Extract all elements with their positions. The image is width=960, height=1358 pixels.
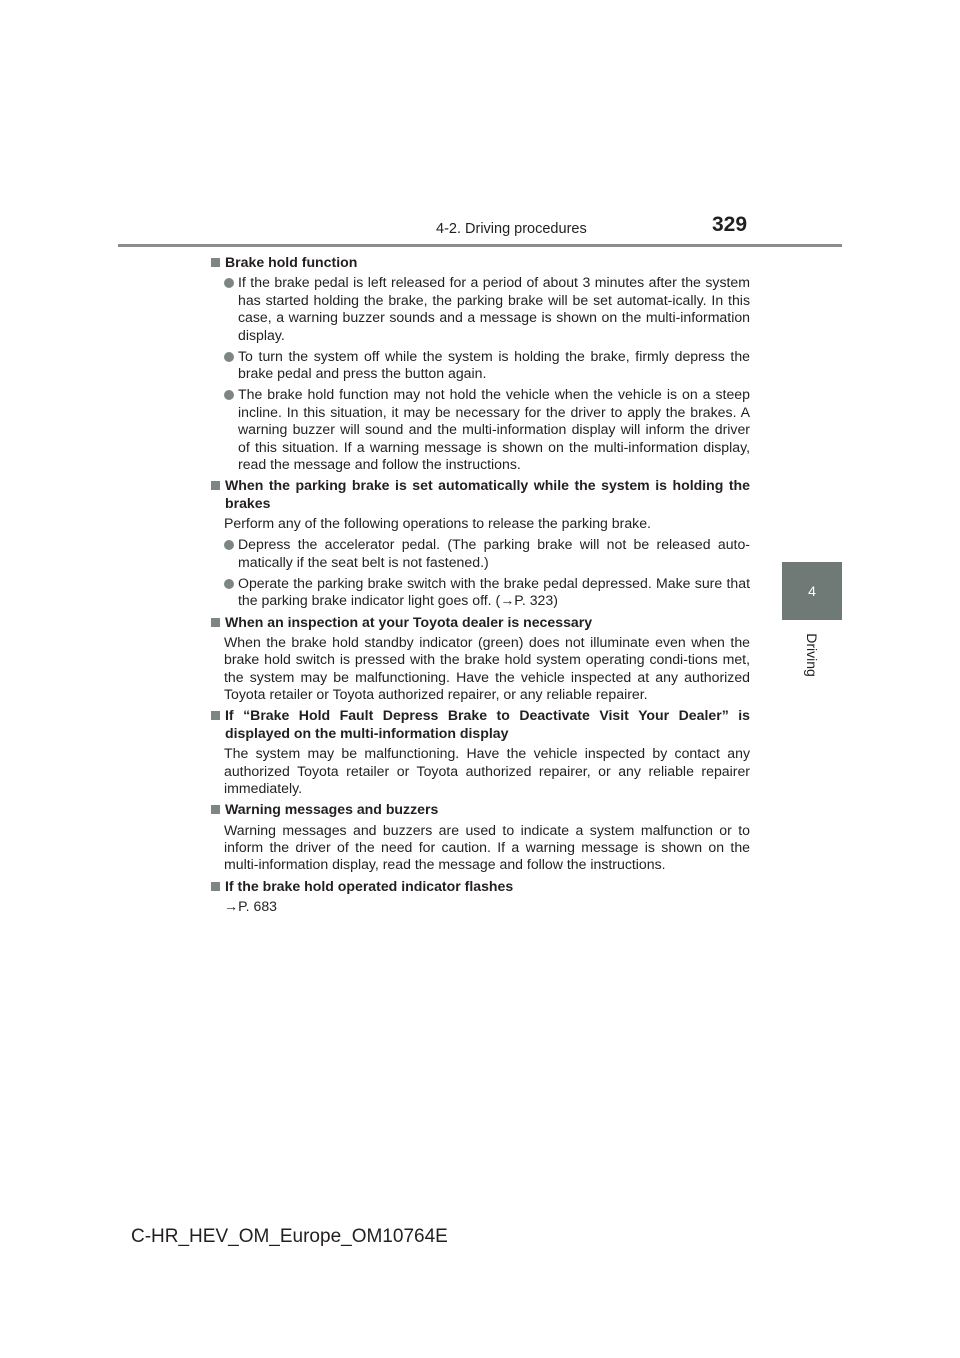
square-bullet-icon (211, 805, 220, 814)
square-bullet-icon (211, 618, 220, 627)
square-bullet-icon (211, 258, 220, 267)
list-item (210, 536, 750, 571)
chapter-label (782, 625, 842, 685)
square-bullet-icon (211, 711, 220, 720)
section-paragraph: Warning messages and buzzers are used to indicate a system malfunction or to inform the driver of the need for caution. If a warning message is shown on the multi-information display, read the message and follow the instructions. (224, 821, 750, 873)
section-heading (210, 254, 750, 271)
round-bullet-icon (224, 579, 234, 589)
heading-text: When the parking brake is set automatically while the system is holding the brakes (225, 477, 750, 511)
section-heading (210, 614, 750, 631)
heading-text: When an inspection at your Toyota dealer is necessary (225, 613, 593, 630)
round-bullet-icon (224, 390, 234, 400)
list-item (210, 386, 750, 473)
round-bullet-icon (224, 278, 234, 288)
list-item-text: Operate the parking brake switch with the brake pedal depressed. Make sure that the parking brake indicator light goes off. (→P. 323) (238, 574, 750, 609)
square-bullet-icon (211, 882, 220, 891)
main-content (210, 254, 750, 919)
round-bullet-icon (224, 540, 234, 550)
section-paragraph: The system may be malfunctioning. Have the vehicle inspected by contact any authorized Toyota retailer or Toyota authorized repairer, or any reliable repairer immediately. (224, 745, 750, 796)
section-heading (210, 707, 750, 742)
section-heading (210, 477, 750, 512)
list-item (210, 348, 750, 383)
list-item (210, 274, 750, 344)
chapter-number: 4 (808, 583, 816, 599)
section-heading (210, 878, 750, 895)
section-paragraph: When the brake hold standby indicator (green) does not illuminate even when the brake hold switch is pressed with the brake hold system operating condi-tions met, the system may be malfunctioning. Have the vehicle inspected at any authorized Toyota retailer or Toyota authorized repairer, or any reliable repairer. (224, 633, 750, 703)
section-paragraph: Perform any of the following operations to release the parking brake. (224, 515, 651, 532)
chapter-tab[interactable] (782, 562, 842, 620)
chapter-label-text: Driving (803, 633, 820, 677)
page-number: 329 (712, 213, 748, 236)
page-reference-link[interactable]: →P. 683 (224, 897, 278, 914)
square-bullet-icon (211, 481, 220, 490)
heading-text: If “Brake Hold Fault Depress Brake to Deactivate Visit Your Dealer” is displayed on the multi-information display (225, 707, 750, 741)
round-bullet-icon (224, 352, 234, 362)
section-title: 4-2. Driving procedures (436, 221, 587, 237)
heading-text: Warning messages and buzzers (225, 801, 439, 818)
list-item-text: If the brake pedal is left released for a period of about 3 minutes after the system has started holding the brake, the parking brake will be set automat-ically. In this case, a warning buzzer sounds and a message is shown on the multi-information display. (238, 274, 750, 343)
list-item-text: The brake hold function may not hold the vehicle when the vehicle is on a steep incline. In this situation, it may be necessary for the driver to apply the brakes. A warning buzzer will sound and the multi-information display will inform the driver of this situation. If a warning message is shown on the multi-information display, read the message and follow the instructions. (238, 386, 750, 473)
section-heading (210, 801, 750, 818)
header-divider (118, 244, 842, 247)
heading-text: Brake hold function (225, 254, 358, 270)
document-code: C-HR_HEV_OM_Europe_OM10764E (131, 1226, 448, 1247)
list-item-text: To turn the system off while the system is holding the brake, firmly depress the brake pedal and press the button again. (238, 347, 750, 382)
list-item-text: Depress the accelerator pedal. (The parking brake will not be released auto-matically if the seat belt is not fastened.) (238, 536, 750, 570)
list-item (210, 575, 750, 610)
heading-text: If the brake hold operated indicator flashes (225, 877, 514, 894)
